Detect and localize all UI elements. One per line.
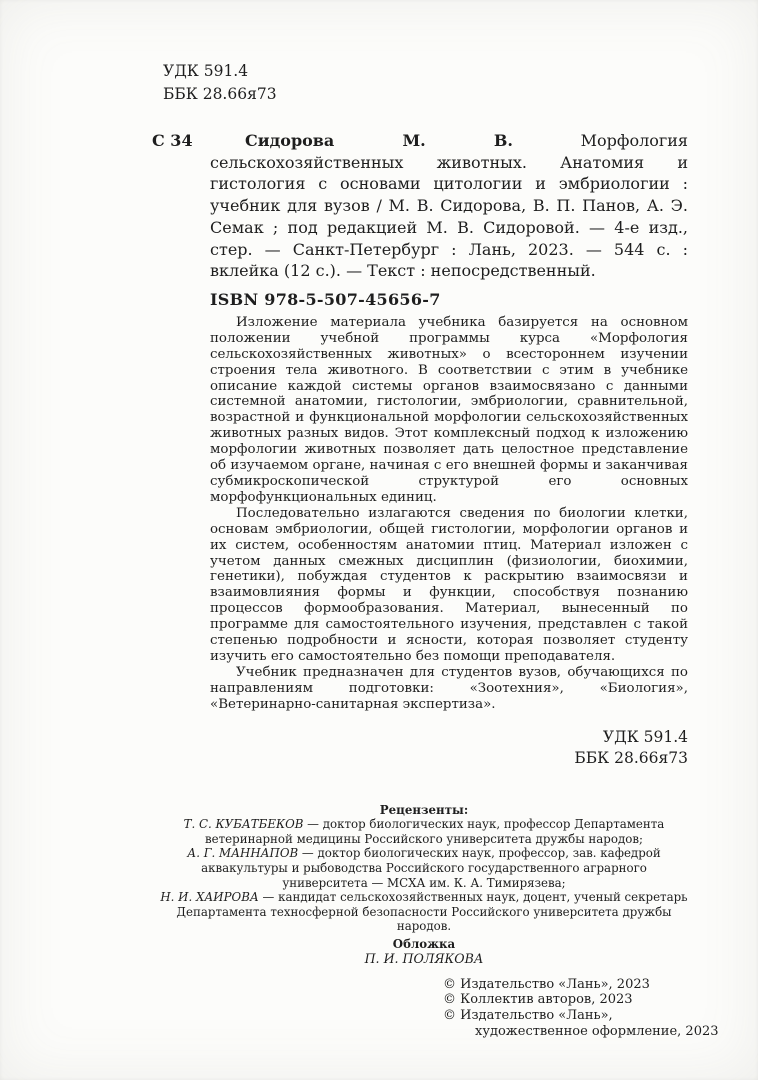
annotation-paragraph-2: Последовательно излагаются сведения по биологии клетки, основам эмбриологии, общей гистологии, морфологии органов и их систем, особенностям анатомии птиц. Материал изложен с учетом данных смежных дисциплин (физиологии, биохимии, генетики), побуждая студентов к раскрытию взаимосвязи и взаимовлияния формы и функции, способствуя познанию процессов формообразования. Материал, вынесенный по программе для самостоятельного изучения, представлен с такой степенью подробности и ясности, которая позволяет студенту изучить его самостоятельно без помощи преподавателя. — [210, 505, 688, 664]
author-sign-code: С 34 — [152, 131, 193, 150]
copyright-line: художественное оформление, 2023 — [475, 1023, 719, 1039]
reviewer-name: Н. И. ХАИРОВА — [160, 890, 259, 905]
cover-credit — [160, 937, 688, 967]
udk-code-bottom: УДК 591.4 — [602, 727, 688, 746]
reviewer-entry — [160, 846, 688, 890]
copyright-block — [443, 977, 758, 1040]
reviewers-heading: Рецензенты: — [379, 802, 469, 817]
isbn-number: ISBN 978-5-507-45656-7 — [210, 289, 441, 309]
annotation — [210, 315, 688, 713]
reviewer-credentials: — доктор биологических наук, профессор, зав. кафедрой аквакультуры и рыбоводства Российского государственного аграрного университета — МСХА им. К. А. Тимирязева; — [201, 846, 661, 890]
cover-designer-name: П. И. ПОЛЯКОВА — [364, 950, 484, 966]
reviewer-name: Т. С. КУБАТБЕКОВ — [183, 817, 304, 832]
reviewer-credentials: — кандидат сельскохозяйственных наук, доцент, ученый секретарь Департамента техносферной безопасности Российского университета дружбы народов. — [176, 890, 688, 934]
annotation-paragraph-3: Учебник предназначен для студентов вузов, обучающихся по направлениям подготовки: «Зоотехния», «Биология», «Ветеринарно-санитарная экспертиза». — [210, 664, 688, 712]
udk-code-top: УДК 591.4 — [163, 62, 249, 80]
copyright-line: © Коллектив авторов, 2023 — [443, 992, 633, 1008]
copyright-line: © Издательство «Лань», 2023 — [443, 976, 650, 992]
bibliographic-description: Морфология сельскохозяйственных животных. Анатомия и гистология с основами цитологии и эмбриологии : учебник для вузов / М. В. Сидорова, В. П. Панов, А. Э. Семак ; под редакцией М. В. Сидоровой. — 4-е изд., стер. — Санкт-Петербург : Лань, 2023. — 544 с. : вклейка (12 с.). — Текст : непосредственный. — [210, 131, 689, 281]
reviewer-entry — [160, 890, 688, 934]
classification-codes-top — [163, 60, 758, 106]
book-author: Сидорова М. В. — [245, 131, 513, 150]
bibliographic-entry — [152, 130, 689, 282]
reviewers-section — [160, 803, 688, 934]
reviewer-name: А. Г. МАННАПОВ — [187, 846, 299, 861]
cover-heading: Обложка — [392, 936, 456, 951]
copyright-line: © Издательство «Лань», — [443, 1008, 613, 1024]
classification-codes-bottom — [0, 727, 688, 769]
reviewer-entry — [160, 817, 688, 846]
bbk-code-bottom: ББК 28.66я73 — [574, 748, 688, 767]
reviewer-credentials: — доктор биологических наук, профессор Департамента ветеринарной медицины Российского университета дружбы народов; — [205, 817, 665, 846]
annotation-paragraph-1: Изложение материала учебника базируется на основном положении учебной программы курса «Морфология сельскохозяйственных животных» о всестороннем изучении строения тела животного. В соответствии с этим в учебнике описание каждой системы органов взаимосвязано с данными системной анатомии, гистологии, эмбриологии, сравнительной, возрастной и функциональной морфологии сельскохозяйственных животных разных видов. Этот комплексный подход к изложению морфологии животных позволяет дать целостное представление об изучаемом органе, начиная с его внешней формы и заканчивая субмикроскопической структурой его основных морфофункциональных единиц. — [210, 314, 688, 505]
bbk-code-top: ББК 28.66я73 — [163, 85, 277, 103]
